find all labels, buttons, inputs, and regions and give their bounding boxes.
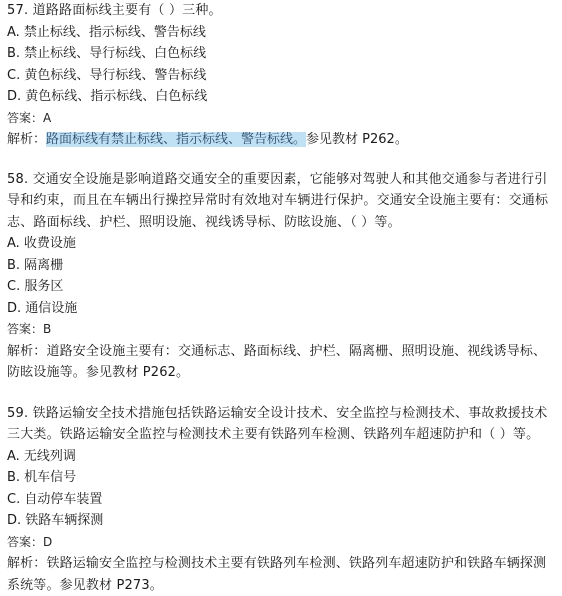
question-57-stem: 57. 道路路面标线主要有（ ）三种。 bbox=[7, 0, 556, 22]
question-57-answer: 答案：A bbox=[7, 108, 556, 130]
question-57-analysis bbox=[7, 129, 556, 151]
question-59-option-c: C. 自动停车装置 bbox=[7, 489, 556, 511]
question-59-analysis: 解析：铁路运输安全监控与检测技术主要有铁路列车检测、铁路列车超速防护和铁路车辆探测系统等。参见教材 P273。 bbox=[7, 553, 556, 596]
question-59-option-b: B. 机车信号 bbox=[7, 467, 556, 489]
question-59-option-a: A. 无线列调 bbox=[7, 446, 556, 468]
question-58-option-d: D. 通信设施 bbox=[7, 298, 556, 320]
question-57-analysis-prefix: 解析： bbox=[7, 132, 46, 147]
question-57-option-d: D. 黄色标线、指示标线、白色标线 bbox=[7, 86, 556, 108]
question-58-option-b: B. 隔离栅 bbox=[7, 255, 556, 277]
question-58-answer: 答案：B bbox=[7, 319, 556, 341]
question-58-stem: 58. 交通安全设施是影响道路交通安全的重要因素，它能够对驾驶人和其他交通参与者进行引导和约束，而且在车辆出行操控异常时有效地对车辆进行保护。交通安全设施主要有：交通标志、路面标线、护栏、照明设施、视线诱导标、防眩设施、（ ）等。 bbox=[7, 169, 556, 234]
question-59-option-d: D. 铁路车辆探测 bbox=[7, 510, 556, 532]
question-58-analysis: 解析：道路安全设施主要有：交通标志、路面标线、护栏、隔离栅、照明设施、视线诱导标、防眩设施等。参见教材 P262。 bbox=[7, 341, 556, 384]
question-57-option-b: B. 禁止标线、导行标线、白色标线 bbox=[7, 43, 556, 65]
question-59-answer: 答案：D bbox=[7, 532, 556, 554]
question-59 bbox=[7, 403, 556, 596]
question-57 bbox=[7, 0, 556, 151]
question-58 bbox=[7, 169, 556, 384]
question-58-option-c: C. 服务区 bbox=[7, 276, 556, 298]
question-57-option-c: C. 黄色标线、导行标线、警告标线 bbox=[7, 65, 556, 87]
question-58-option-a: A. 收费设施 bbox=[7, 233, 556, 255]
question-59-stem: 59. 铁路运输安全技术措施包括铁路运输安全设计技术、安全监控与检测技术、事故救援技术三大类。铁路运输安全监控与检测技术主要有铁路列车检测、铁路列车超速防护和（ ）等。 bbox=[7, 403, 556, 446]
question-57-analysis-highlight: 路面标线有禁止标线、指示标线、警告标线。 bbox=[46, 132, 306, 147]
question-57-option-a: A. 禁止标线、指示标线、警告标线 bbox=[7, 22, 556, 44]
question-57-analysis-suffix: 参见教材 P262。 bbox=[306, 132, 408, 147]
